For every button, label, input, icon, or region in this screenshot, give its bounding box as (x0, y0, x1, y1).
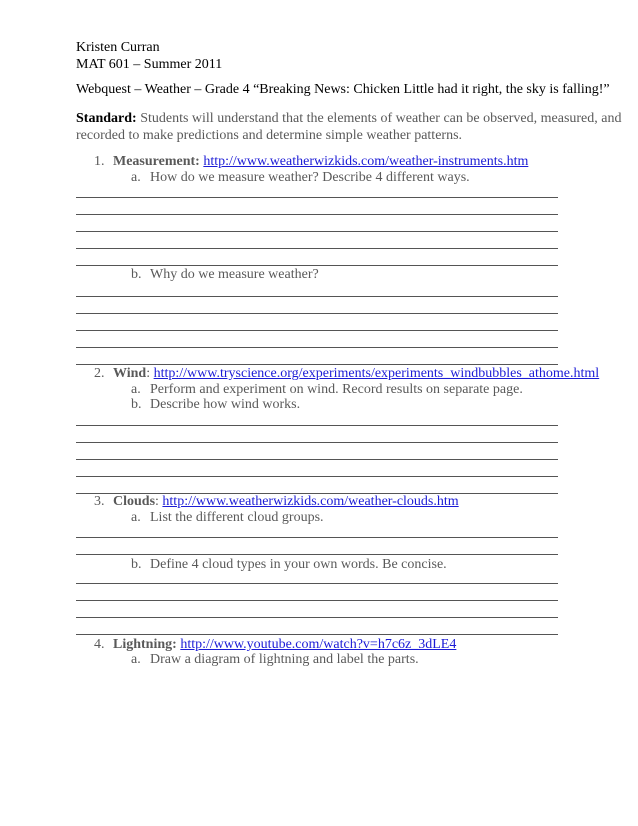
section-2-item-b-text: Describe how wind works. (150, 397, 301, 412)
section-1-item-b-letter: b. (131, 267, 142, 282)
course-line: MAT 601 – Summer 2011 (76, 57, 223, 72)
answer-line[interactable] (76, 425, 558, 426)
section-3-item-b-text: Define 4 cloud types in your own words. Be concise. (150, 557, 447, 572)
author-name: Kristen Curran (76, 40, 160, 55)
answer-line[interactable] (76, 476, 558, 477)
section-4-item-a-text: Draw a diagram of lightning and label the parts. (150, 652, 419, 667)
standard-text-line2: recorded to make predictions and determine simple weather patterns. (76, 128, 463, 143)
answer-line[interactable] (76, 231, 558, 232)
section-2-item-b-letter: b. (131, 397, 142, 412)
section-1-link[interactable]: http://www.weatherwizkids.com/weather-instruments.htm (203, 154, 529, 169)
section-3-item-b-letter: b. (131, 557, 142, 572)
section-4-item-a-letter: a. (131, 652, 141, 667)
section-2-heading: Wind (113, 366, 147, 381)
answer-line[interactable] (76, 313, 558, 314)
standard-paragraph (76, 110, 621, 127)
section-2-separator: : (146, 366, 151, 381)
section-1-item-a-letter: a. (131, 170, 141, 185)
section-3-separator: : (155, 494, 159, 509)
section-1-heading-row (113, 153, 528, 170)
section-3-link[interactable]: http://www.weatherwizkids.com/weather-clouds.htm (162, 494, 459, 509)
section-3-number: 3. (94, 494, 105, 509)
answer-line[interactable] (76, 442, 558, 443)
answer-line[interactable] (76, 248, 558, 249)
section-1-heading: Measurement: (113, 154, 200, 169)
section-4-heading: Lightning: (113, 637, 177, 652)
section-4-link[interactable]: http://www.youtube.com/watch?v=h7c6z_3dLE4 (180, 637, 457, 652)
section-3-item-a-text: List the different cloud groups. (150, 510, 324, 525)
answer-line[interactable] (76, 634, 558, 635)
section-1-item-b-text: Why do we measure weather? (150, 267, 319, 282)
answer-line[interactable] (76, 197, 558, 198)
section-2-item-a-text: Perform and experiment on wind. Record results on separate page. (150, 382, 523, 397)
answer-line[interactable] (76, 296, 558, 297)
section-2-heading-row (113, 365, 599, 382)
worksheet-title: Webquest – Weather – Grade 4 “Breaking News: Chicken Little had it right, the sky is falling!” (76, 82, 610, 97)
standard-label: Standard: (76, 111, 137, 126)
answer-line[interactable] (76, 583, 558, 584)
section-2-number: 2. (94, 366, 105, 381)
answer-line[interactable] (76, 347, 558, 348)
answer-line[interactable] (76, 554, 558, 555)
section-1-number: 1. (94, 154, 105, 169)
section-4-number: 4. (94, 637, 105, 652)
section-2-item-a-letter: a. (131, 382, 141, 397)
answer-line[interactable] (76, 537, 558, 538)
standard-text-line1: Students will understand that the elements of weather can be observed, measured, and (140, 111, 622, 126)
answer-line[interactable] (76, 214, 558, 215)
section-2-link[interactable]: http://www.tryscience.org/experiments/experiments_windbubbles_athome.html (153, 366, 600, 381)
answer-line[interactable] (76, 330, 558, 331)
section-3-item-a-letter: a. (131, 510, 141, 525)
answer-line[interactable] (76, 600, 558, 601)
section-3-heading-row (113, 493, 459, 510)
answer-line[interactable] (76, 617, 558, 618)
answer-line[interactable] (76, 459, 558, 460)
section-3-heading: Clouds (113, 494, 156, 509)
section-1-item-a-text: How do we measure weather? Describe 4 different ways. (150, 170, 470, 185)
